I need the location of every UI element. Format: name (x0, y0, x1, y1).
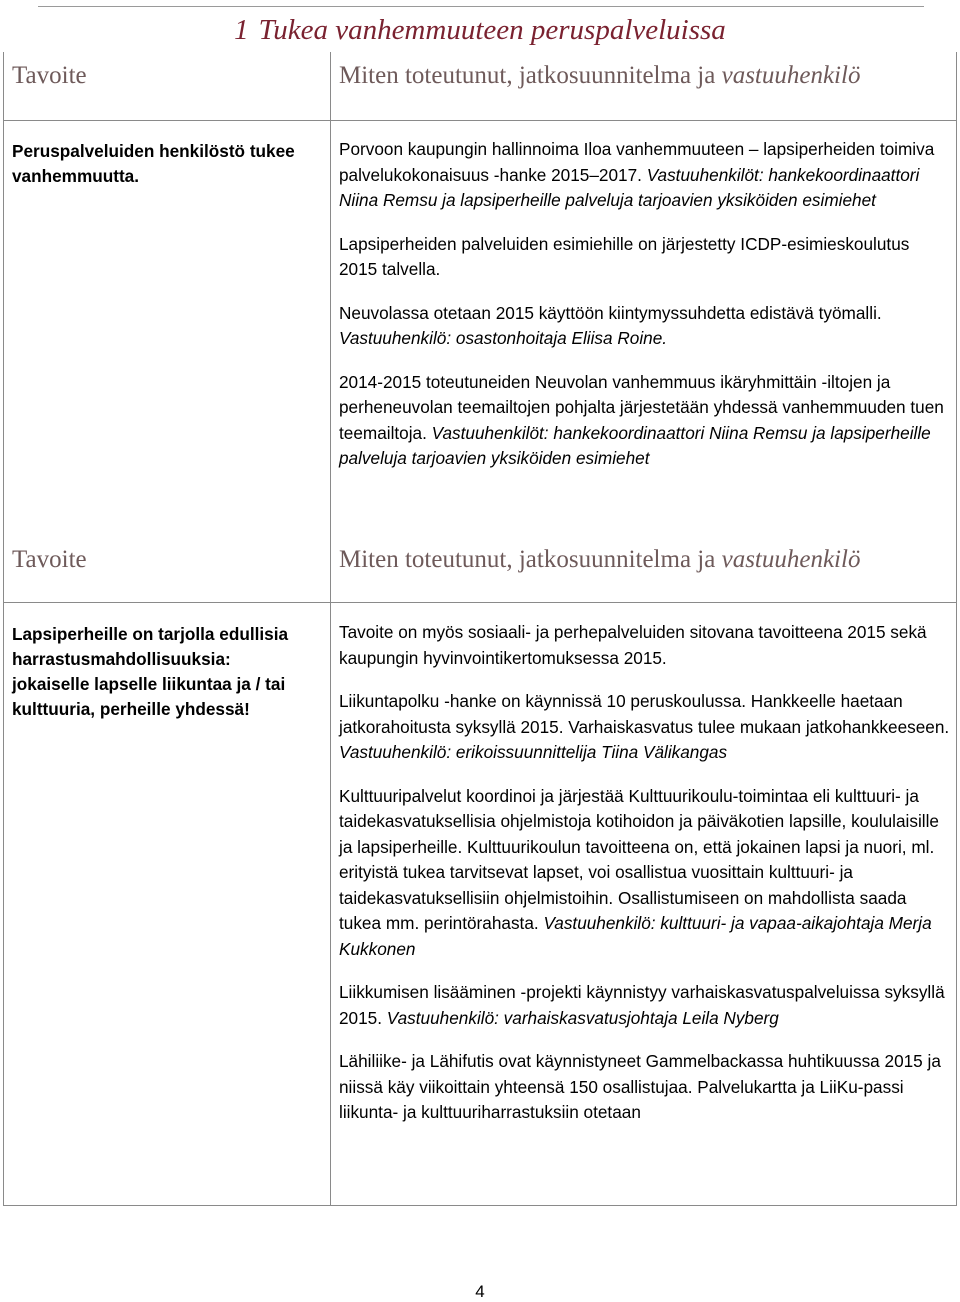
section-title-text: Tukea vanhemmuuteen peruspalveluissa (258, 14, 726, 46)
row-divider (4, 120, 956, 121)
column-divider (330, 52, 331, 1205)
row1-goal: Peruspalveluiden henkilöstö tukee vanhemmuutta. (12, 141, 295, 186)
header-how-2 (339, 546, 860, 574)
row-divider (4, 602, 956, 603)
row1-description (339, 137, 951, 490)
row1-paragraph-1 (339, 137, 951, 214)
row2-description (339, 620, 951, 1144)
row2-paragraph-1 (339, 620, 951, 671)
header-responsible: vastuuhenkilö (721, 62, 861, 89)
row1-p3-responsible: Vastuuhenkilö: osastonhoitaja Eliisa Roine. (339, 328, 668, 348)
top-rule (38, 6, 924, 7)
row1-p3-text: Neuvolassa otetaan 2015 käyttöön kiintymyssuhdetta edistävä työmalli. (339, 302, 882, 323)
row2-p4-responsible: Vastuuhenkilö: varhaiskasvatusjohtaja Leila Nyberg (386, 1007, 779, 1028)
row2-paragraph-3 (339, 784, 951, 963)
header-how-text: Miten toteutunut, jatkosuunnitelma ja (339, 62, 722, 89)
header-how (339, 62, 860, 90)
goals-table (3, 52, 957, 1206)
row1-p4-text: 2014-2015 toteutuneiden Neuvolan vanhemmuus ikäryhmittäin -iltojen ja perheneuvolan teemailtojen pohjalta järjestetään yhdessä vanhemmuuden tuen teemailtoja. (339, 371, 944, 443)
row2-goal: Lapsiperheille on tarjolla edullisia harrastusmahdollisuuksia: jokaiselle lapselle liikuntaa ja / tai kulttuuria, perheille yhdessä! (12, 624, 289, 719)
row2-p5-text: Lähiliike- ja Lähifutis ovat käynnistyneet Gammelbackassa huhtikuussa 2015 ja niissä käy viikoittain yhteensä 150 osallistujaa. Palvelukartta ja LiiKu-passi liikunta- ja kulttuuriharrastuksiin otetaan (339, 1051, 941, 1122)
row1-p1-text: Porvoon kaupungin hallinnoima Iloa vanhemmuuteen – lapsiperheiden toimiva palvelukokonaisuus -hanke 2015–2017. (339, 139, 935, 185)
row1-p2-text: Lapsiperheiden palveluiden esimiehille on järjestetty ICDP-esimieskoulutus 2015 talvella. (339, 233, 910, 279)
row2-p3-text: Kulttuuripalvelut koordinoi ja järjestää Kulttuurikoulu-toimintaa eli kulttuuri- ja taidekasvatuksellisia ohjelmistoja kotihoidon ja päiväkotien lapsille, koululaisille ja lapsiperheille. Kulttuurikoulun tavoitteena on, että jokainen lapsi ja nuori, ml. erityistä tukea tarvitsevat lapset, voi osallistua vuosittain kulttuuri- ja taidekasvatuksellisiin ohjelmistoihin. Osallistumiseen on mahdollista saada tukea mm. perintörahasta. (339, 785, 939, 933)
row1-paragraph-2 (339, 232, 951, 283)
row2-paragraph-4 (339, 980, 951, 1031)
row2-p4-text: Liikkumisen lisääminen -projekti käynnistyy varhaiskasvatuspalveluissa syksyllä 2015. (339, 982, 945, 1028)
row2-p1-text: Tavoite on myös sosiaali- ja perhepalveluiden sitovana tavoitteena 2015 sekä kaupungin hyvinvointikertomuksessa 2015. (339, 622, 927, 668)
row2-p2-text: Liikuntapolku -hanke on käynnissä 10 peruskoulussa. Hankkeelle haetaan jatkorahoitusta syksyllä 2015. Varhaiskasvatus tulee mukaan jatkohankkeeseen. (339, 691, 950, 737)
section-number: 1 (234, 14, 249, 46)
row1-p1-responsible: Vastuuhenkilöt: hankekoordinaattori Niina Remsu ja lapsiperheille palveluja tarjoavien yksiköiden esimiehet (339, 164, 920, 210)
header-goal-2: Tavoite (12, 546, 87, 573)
page-number: 4 (475, 1282, 485, 1301)
row2-paragraph-2 (339, 689, 951, 766)
header-goal: Tavoite (12, 62, 87, 89)
row1-paragraph-4 (339, 370, 951, 472)
header-responsible-2: vastuuhenkilö (721, 546, 861, 573)
section-title (0, 14, 960, 47)
row2-p2-responsible: Vastuuhenkilö: erikoissuunnittelija Tiina Välikangas (339, 742, 728, 762)
row2-paragraph-5 (339, 1049, 951, 1126)
row1-paragraph-3 (339, 301, 951, 352)
header-how-text-2: Miten toteutunut, jatkosuunnitelma ja (339, 546, 722, 573)
row1-p4-responsible: Vastuuhenkilöt: hankekoordinaattori Niina Remsu ja lapsiperheille palveluja tarjoavien yksiköiden esimiehet (339, 422, 931, 468)
row2-p3-responsible: Vastuuhenkilö: kulttuuri- ja vapaa-aikajohtaja Merja Kukkonen (339, 913, 932, 959)
